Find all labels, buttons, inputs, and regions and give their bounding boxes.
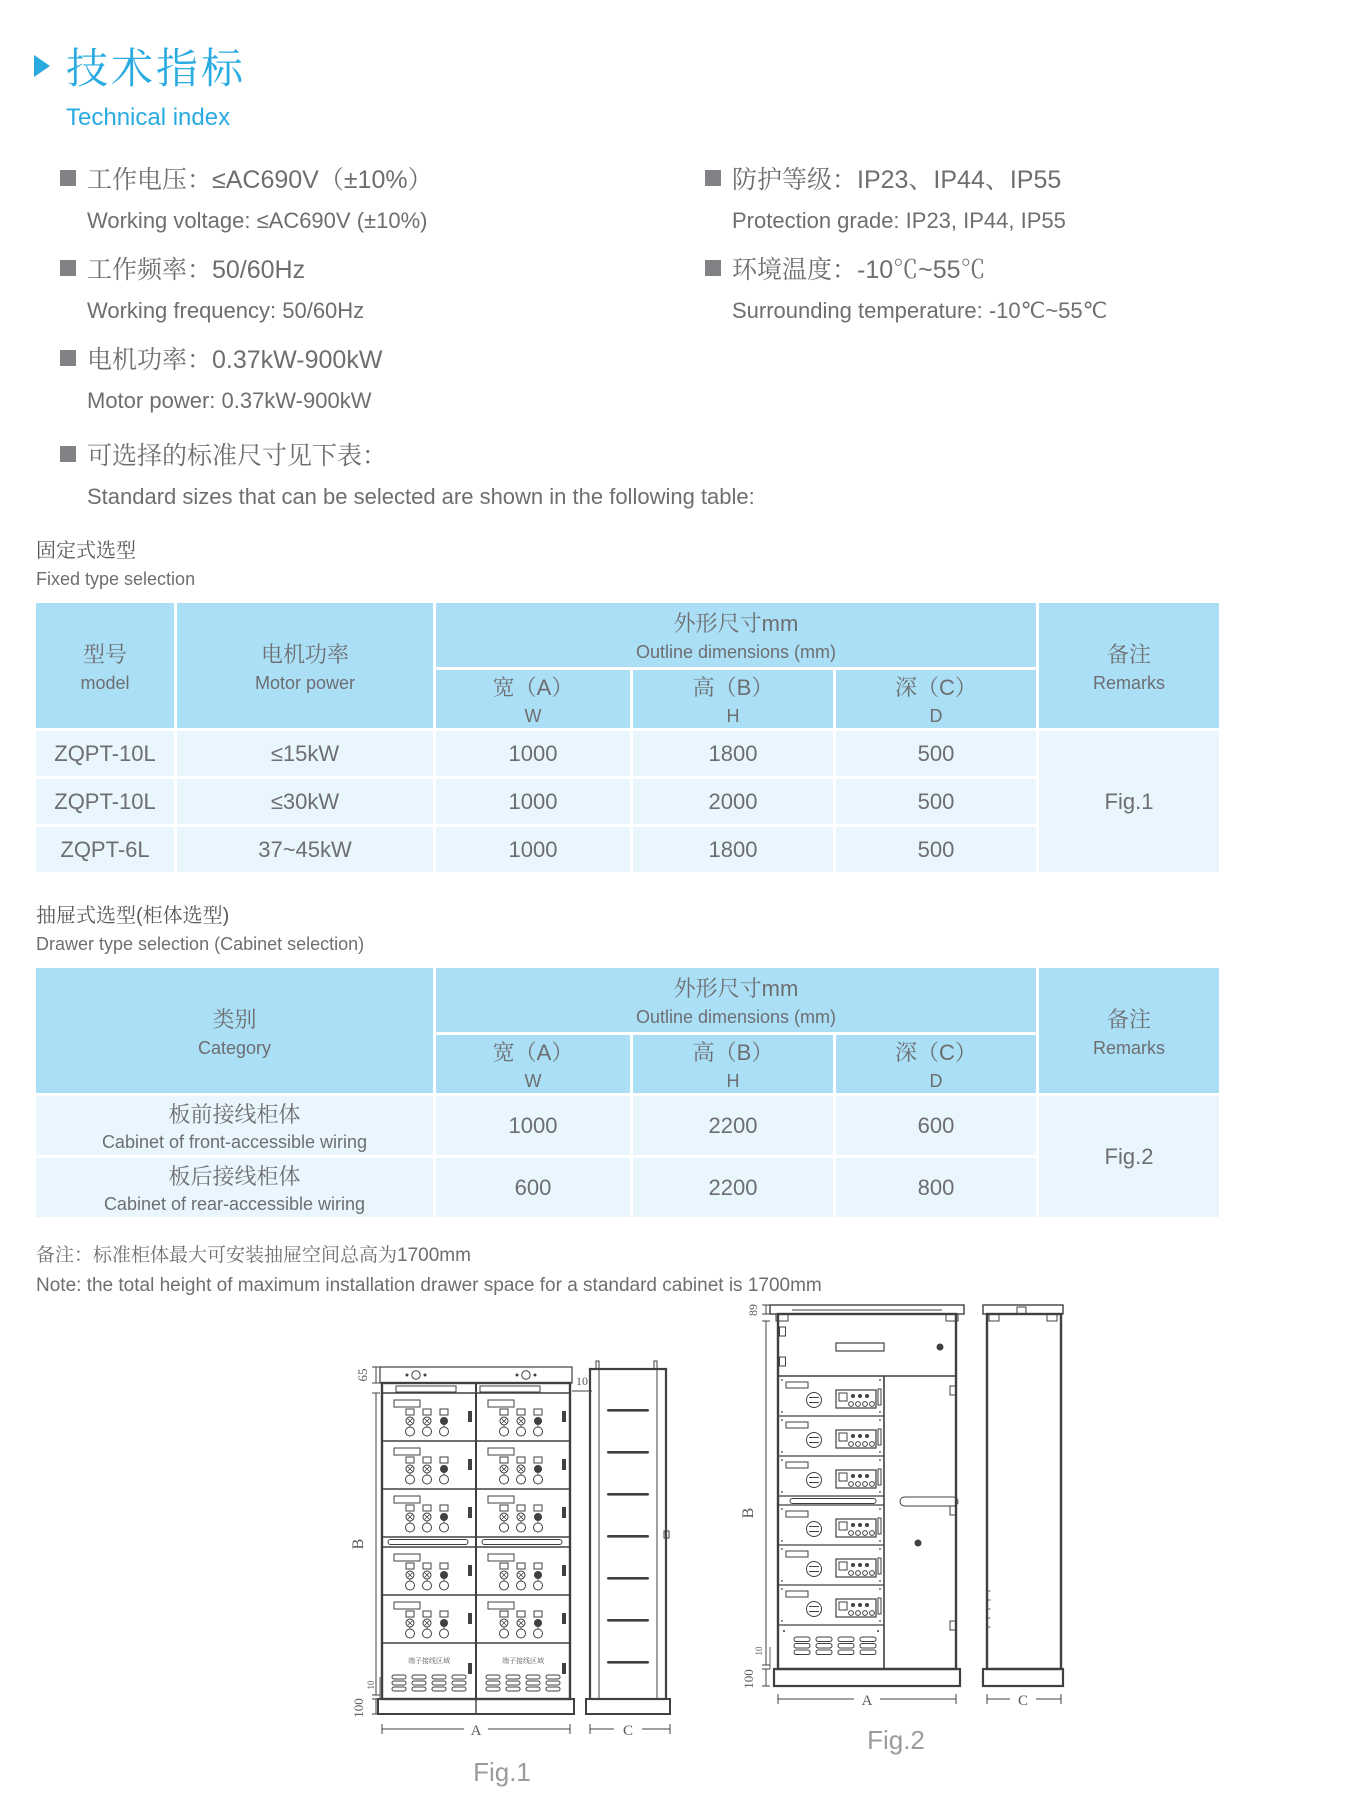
cell-depth: 500: [836, 827, 1036, 872]
cell-model: ZQPT-6L: [36, 827, 174, 872]
header-height: 高（B） H: [633, 670, 833, 728]
spec-en-text: Working frequency: 50/60Hz: [87, 298, 365, 323]
cell-remark: Fig.1: [1039, 731, 1219, 872]
header-depth: 深（C） D: [836, 1035, 1036, 1093]
spec-zh-text: 工作频率：50/60Hz: [87, 256, 306, 284]
cell-width: 600: [436, 1158, 630, 1217]
fig2-dim-bottom-small: 10: [754, 1646, 764, 1656]
spec-zh-text: 工作电压：≤AC690V（±10%）: [87, 166, 433, 194]
header-width: 宽（A） W: [436, 1035, 630, 1093]
figure-1: [330, 1347, 670, 1797]
fig2-drawing: [706, 1291, 1068, 1763]
cell-remark: Fig.2: [1039, 1096, 1219, 1217]
square-bullet-icon: [705, 170, 721, 186]
fig2-dim-depth: C: [1017, 1693, 1029, 1709]
fig2-dim-body-height: B: [740, 1507, 757, 1519]
fig2-dim-top-height: 89: [746, 1304, 760, 1316]
spec-en-text: Standard sizes that can be selected are shown in the following table:: [87, 484, 755, 509]
section-label-en: Fixed type selection: [36, 569, 196, 589]
fig1-terminal-label: 端子接线区域: [502, 1658, 544, 1665]
header-width: 宽（A） W: [436, 670, 630, 728]
page-title-en: Technical index: [66, 104, 231, 131]
cell-model: ZQPT-10L: [36, 731, 174, 776]
header-remarks: 备注 Remarks: [1039, 603, 1219, 728]
fig1-dim-body-height: B: [350, 1538, 367, 1550]
drawer-table-section-label: [36, 899, 1357, 955]
fixed-type-table: [33, 600, 1222, 875]
cell-depth: 800: [836, 1158, 1036, 1217]
fig2-caption: Fig.2: [867, 1725, 925, 1755]
spec-en-text: Motor power: 0.37kW-900kW: [87, 388, 372, 413]
fig1-dim-depth: C: [622, 1723, 634, 1739]
spec-zh-text: 电机功率：0.37kW-900kW: [87, 346, 383, 374]
header-model: 型号 model: [36, 603, 174, 728]
header-remarks: 备注 Remarks: [1039, 968, 1219, 1093]
cell-depth: 500: [836, 731, 1036, 776]
spec-en-text: Protection grade: IP23, IP44, IP55: [732, 208, 1066, 233]
cell-height: 2200: [633, 1096, 833, 1155]
cell-category: 板前接线柜体 Cabinet of front-accessible wiring: [36, 1096, 433, 1155]
drawer-type-table: [33, 965, 1222, 1220]
square-bullet-icon: [60, 170, 76, 186]
section-label-zh: 固定式选型: [36, 540, 136, 562]
spec-list: [60, 160, 1357, 430]
figures-area: [0, 1301, 1357, 1806]
table-row: [36, 731, 1219, 776]
note-en: Note: the total height of maximum installation drawer space for a standard cabinet is 1700mm: [36, 1275, 822, 1296]
spec-zh-text: 环境温度：-10℃~55℃: [732, 256, 986, 284]
spec-zh-text: 可选择的标准尺寸见下表：: [87, 442, 388, 470]
cell-height: 1800: [633, 827, 833, 872]
note-block: [36, 1240, 1357, 1297]
cell-width: 1000: [436, 827, 630, 872]
square-bullet-icon: [60, 350, 76, 366]
fig1-dim-bottom-small: 10: [366, 1680, 376, 1690]
cell-power: ≤15kW: [177, 731, 433, 776]
cell-power: 37~45kW: [177, 827, 433, 872]
cell-width: 1000: [436, 1096, 630, 1155]
spec-column-left: [60, 160, 705, 430]
header-depth: 深（C） D: [836, 670, 1036, 728]
fig1-dim-base-height: 100: [351, 1698, 366, 1718]
square-bullet-icon: [60, 446, 76, 462]
fig1-terminal-label: 端子接线区域: [408, 1658, 450, 1665]
fig1-dim-top-right: 10: [576, 1374, 588, 1388]
square-bullet-icon: [60, 260, 76, 276]
cell-power: ≤30kW: [177, 779, 433, 824]
spec-motor-power: [60, 340, 705, 414]
cell-model: ZQPT-10L: [36, 779, 174, 824]
fig1-dim-top-height: 65: [355, 1368, 370, 1382]
header-motor-power: 电机功率 Motor power: [177, 603, 433, 728]
figure-2: [706, 1291, 1068, 1768]
cell-depth: 500: [836, 779, 1036, 824]
fig2-dim-base-height: 100: [741, 1669, 756, 1689]
fig2-geometry: [762, 1305, 1063, 1704]
cell-height: 1800: [633, 731, 833, 776]
fig1-caption: Fig.1: [473, 1757, 531, 1787]
spec-protection-grade: [705, 160, 1107, 234]
page-title-zh: 技术指标: [66, 45, 247, 92]
spec-surrounding-temperature: [705, 250, 1107, 324]
spec-zh-text: 防护等级：IP23、IP44、IP55: [732, 166, 1062, 194]
section-label-en: Drawer type selection (Cabinet selection): [36, 934, 365, 954]
cell-height: 2000: [633, 779, 833, 824]
header-outline-dimensions: 外形尺寸mm Outline dimensions (mm): [436, 603, 1036, 667]
spec-working-frequency: [60, 250, 705, 324]
fig2-dim-width: A: [861, 1693, 873, 1709]
cell-width: 1000: [436, 779, 630, 824]
note-zh: 备注：标准柜体最大可安装抽屉空间总高为1700mm: [36, 1245, 471, 1266]
cell-depth: 600: [836, 1096, 1036, 1155]
cell-height: 2200: [633, 1158, 833, 1217]
cell-width: 1000: [436, 731, 630, 776]
fig1-geometry: [372, 1361, 670, 1734]
fig1-drawing: [330, 1347, 670, 1792]
spec-working-voltage: [60, 160, 705, 234]
header-category: 类别 Category: [36, 968, 433, 1093]
doc-header: [0, 0, 1357, 132]
spec-column-right: [705, 160, 1107, 430]
fig1-dim-width: A: [470, 1723, 482, 1739]
cell-category: 板后接线柜体 Cabinet of rear-accessible wiring: [36, 1158, 433, 1217]
spec-en-text: Surrounding temperature: -10℃~55℃: [732, 298, 1108, 323]
table-row: [36, 1096, 1219, 1155]
section-arrow-icon: [34, 55, 50, 77]
section-label-zh: 抽屉式选型(柜体选型): [36, 905, 230, 927]
spec-en-text: Working voltage: ≤AC690V (±10%): [87, 208, 428, 233]
header-outline-dimensions: 外形尺寸mm Outline dimensions (mm): [436, 968, 1036, 1032]
header-height: 高（B） H: [633, 1035, 833, 1093]
spec-standard-sizes-intro: [60, 436, 1357, 510]
square-bullet-icon: [705, 260, 721, 276]
fixed-table-section-label: [36, 534, 1357, 590]
